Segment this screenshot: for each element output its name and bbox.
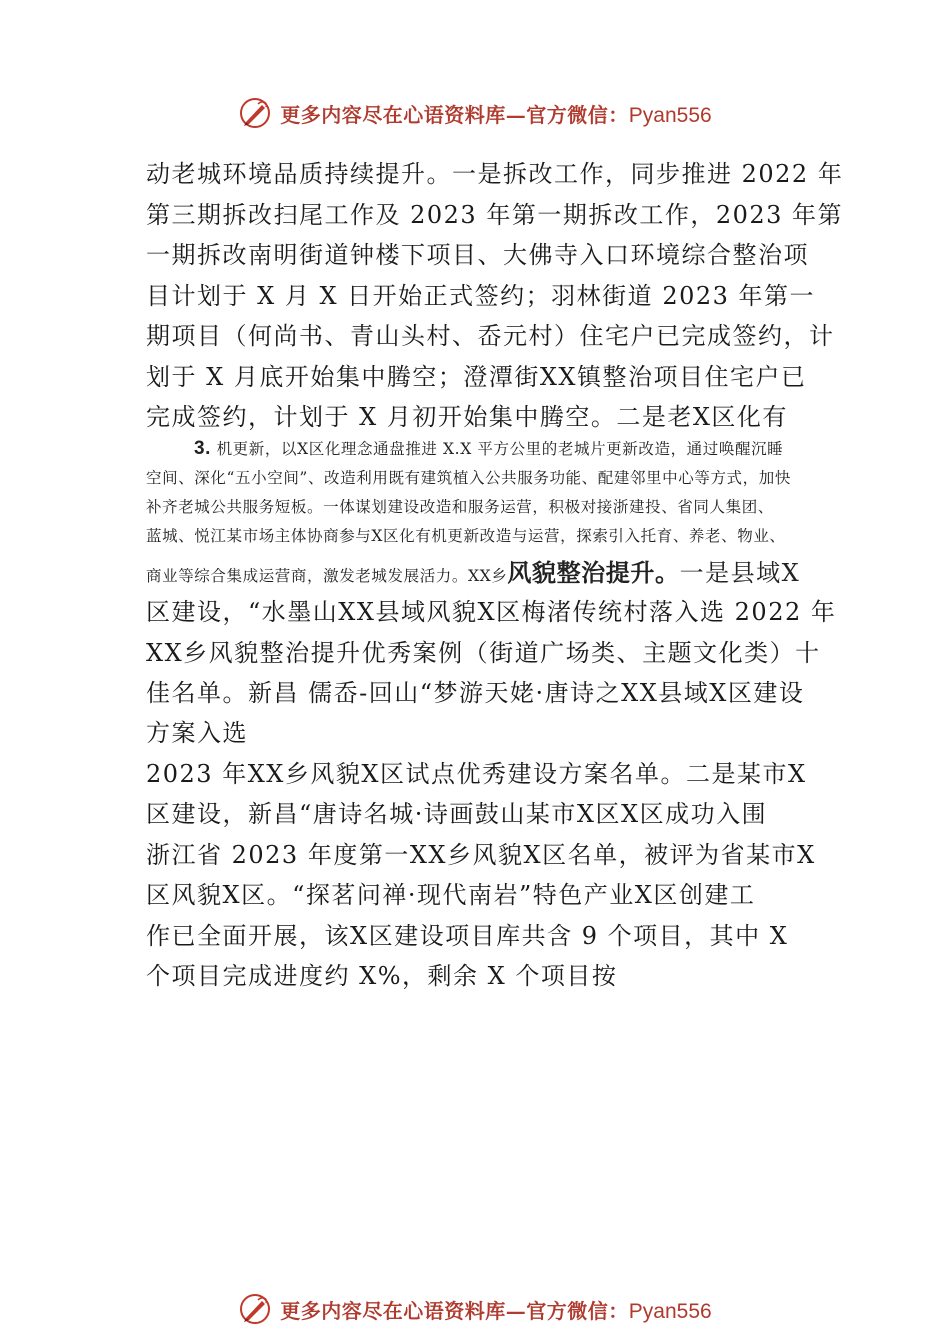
body-line: 区风貌X区。“探茗问禅·现代南岩”特色产业X区创建工: [146, 881, 756, 909]
small-line: 3. 机更新，以X区化理念通盘推进 X.X 平方公里的老城片更新改造，通过唤醒沉睡: [194, 438, 784, 459]
watermark-footer: [0, 1289, 950, 1329]
small-line: 蓝城、悦江某市场主体协商参与X区化有机更新改造与运营，探索引入托育、养老、物业、: [146, 527, 786, 545]
body-line: 动老城环境品质持续提升。一是拆改工作，同步推进 2022 年: [146, 160, 844, 188]
body-line: 第三期拆改扫尾工作及 2023 年第一期拆改工作，2023 年第: [146, 201, 844, 229]
watermark-id: Pyan556: [628, 1299, 712, 1323]
body-line: 方案入选: [146, 719, 248, 747]
body-line: 作已全面开展，该X区建设项目库共含 9 个项目，其中 X: [146, 922, 789, 950]
body-line: 佳名单。新昌 儒岙-回山“梦游天姥·唐诗之XX县域X区建设: [146, 679, 805, 707]
watermark-header: [0, 93, 950, 133]
body-line: 完成签约，计划于 X 月初开始集中腾空。二是老X区化有: [146, 403, 788, 431]
body-line: 目计划于 X 月 X 日开始正式签约；羽林街道 2023 年第一: [146, 282, 816, 310]
body-line: 一期拆改南明街道钟楼下项目、大佛寺入口环境综合整治项: [146, 241, 809, 269]
watermark-id: Pyan556: [628, 103, 712, 127]
body-line: 期项目（何尚书、青山头村、岙元村）住宅户已完成签约，计: [146, 322, 835, 350]
small-line: 空间、深化“五小空间”、改造利用既有建筑植入公共服务功能、配建邻里中心等方式，加快: [146, 469, 791, 487]
body-line: XX乡风貌整治提升优秀案例（街道广场类、主题文化类）十: [146, 639, 821, 667]
body-line: 划于 X 月底开始集中腾空；澄潭街XX镇整治项目住宅户已: [146, 363, 807, 391]
section-heading: 风貌整治提升。: [507, 559, 680, 587]
watermark-text: 更多内容尽在心语资料库—官方微信：Pyan556: [280, 1298, 712, 1323]
mixed-line: 商业等综合集成运营商，激发老城发展活力。XX乡风貌整治提升。一是县域X: [146, 559, 801, 587]
item-number: 3.: [194, 438, 212, 459]
watermark-text: 更多内容尽在心语资料库—官方微信：Pyan556: [280, 102, 712, 127]
body-line: 区建设，新昌“唐诗名城·诗画鼓山某市X区X区成功入围: [146, 800, 768, 828]
pen-logo-icon: [238, 96, 272, 130]
small-line: 补齐老城公共服务短板。一体谋划建设改造和服务运营，积极对接浙建投、省同人集团、: [146, 498, 774, 516]
body-line: 2023 年XX乡风貌X区试点优秀建设方案名单。二是某市X: [146, 760, 807, 788]
body-line: 区建设，“水墨山XX县域风貌X区梅渚传统村落入选 2022 年: [146, 598, 837, 626]
pen-logo-icon: [238, 1292, 272, 1326]
body-line: 浙江省 2023 年度第一XX乡风貌X区名单，被评为省某市X: [146, 841, 816, 869]
body-line: 个项目完成进度约 X%，剩余 X 个项目按: [146, 962, 618, 990]
